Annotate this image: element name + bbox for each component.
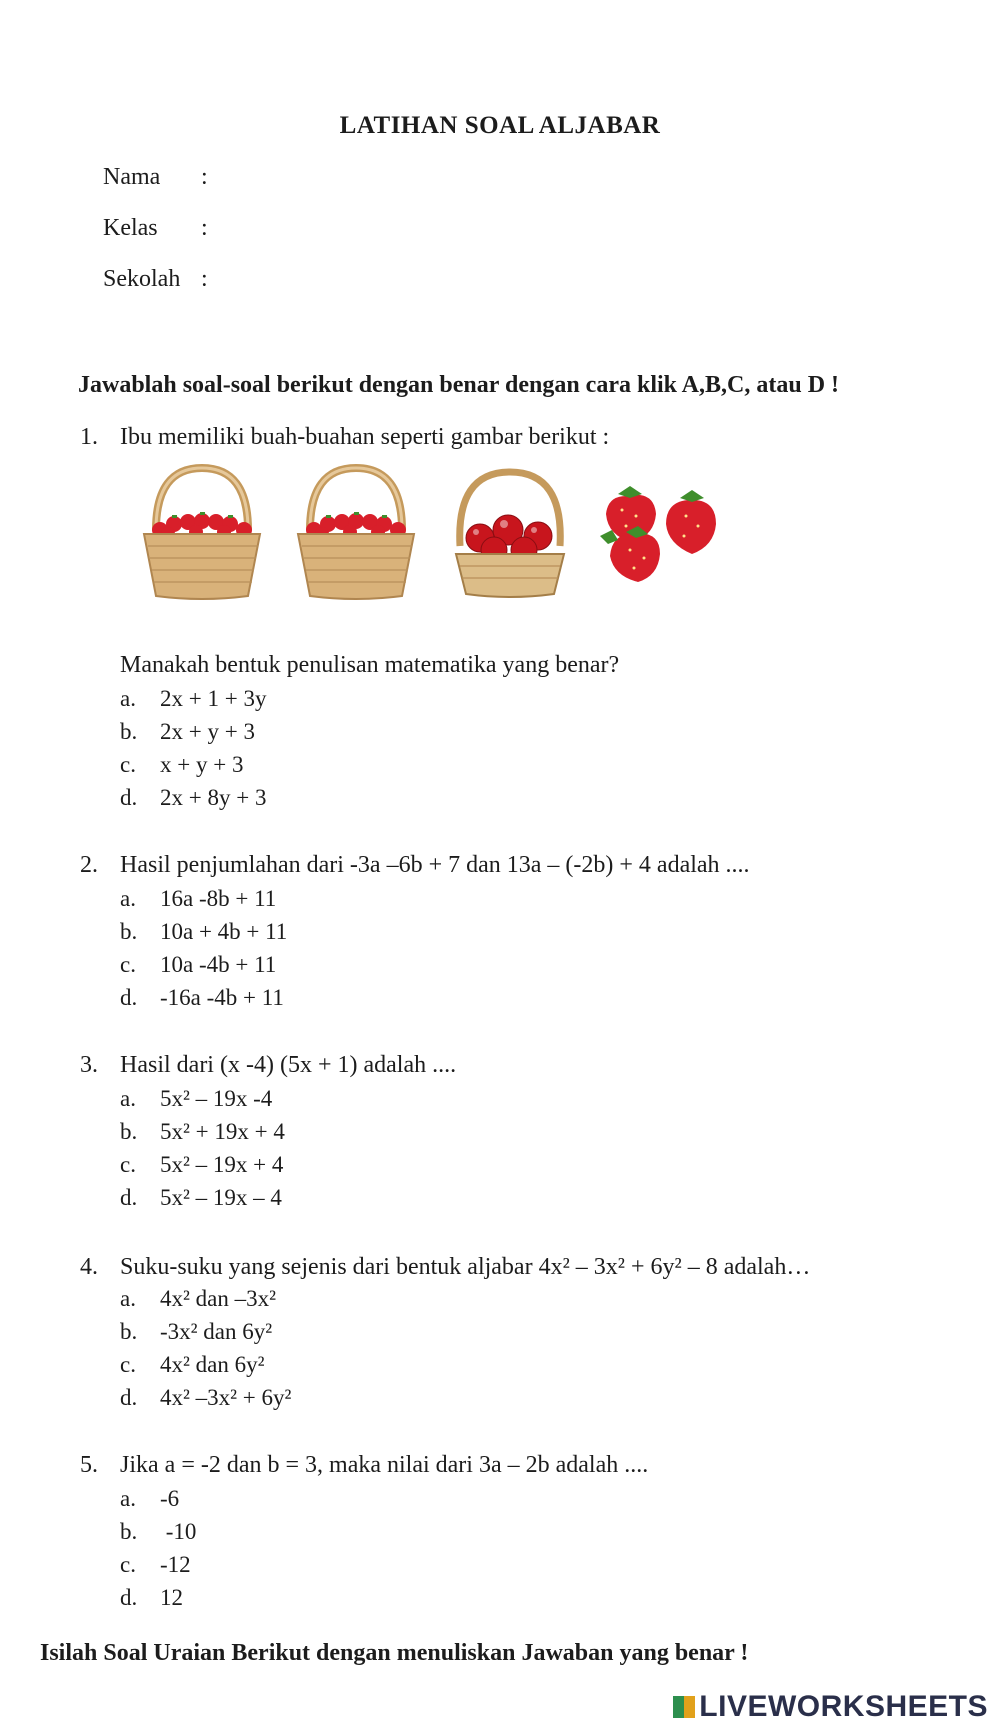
option-text: 2x + y + 3 xyxy=(160,719,255,744)
option-letter: c. xyxy=(120,1552,136,1577)
q4-option-a[interactable] xyxy=(120,1286,276,1312)
option-text: 5x² – 19x -4 xyxy=(160,1086,273,1111)
q5-option-d[interactable] xyxy=(120,1585,183,1611)
question-number: 2. xyxy=(80,852,98,878)
option-letter: c. xyxy=(120,1352,136,1377)
option-letter: d. xyxy=(120,1385,138,1410)
apple-basket-image xyxy=(446,466,574,600)
q2-option-b[interactable] xyxy=(120,919,287,945)
brand-name: LIVEWORKSHEETS xyxy=(699,1690,988,1723)
question-text: Suku-suku yang sejenis dari bentuk aljabar 4x² – 3x² + 6y² – 8 adalah… xyxy=(120,1254,811,1280)
q5-option-a[interactable] xyxy=(120,1486,179,1512)
option-letter: b. xyxy=(120,1319,138,1344)
class-label: Kelas xyxy=(103,215,158,241)
option-letter: b. xyxy=(120,1519,138,1544)
q4-option-d[interactable] xyxy=(120,1385,291,1411)
q4-option-b[interactable] xyxy=(120,1319,272,1345)
option-text: 2x + 1 + 3y xyxy=(160,686,267,711)
liveworksheets-logo xyxy=(673,1690,988,1724)
option-letter: a. xyxy=(120,1486,136,1511)
question-number: 5. xyxy=(80,1452,98,1478)
option-text: 4x² dan –3x² xyxy=(160,1286,276,1311)
school-label: Sekolah xyxy=(103,266,181,292)
question-text: Hasil dari (x -4) (5x + 1) adalah .... xyxy=(120,1052,457,1078)
option-text: 5x² + 19x + 4 xyxy=(160,1119,285,1144)
name-label: Nama xyxy=(103,164,161,190)
option-letter: b. xyxy=(120,1119,138,1144)
strawberry-basket-image-2 xyxy=(292,462,420,600)
option-text: x + y + 3 xyxy=(160,752,244,777)
question-number: 3. xyxy=(80,1052,98,1078)
option-letter: d. xyxy=(120,1185,138,1210)
option-text: 12 xyxy=(160,1585,183,1610)
option-letter: b. xyxy=(120,719,138,744)
question-5 xyxy=(80,1452,648,1479)
option-text: 4x² –3x² + 6y² xyxy=(160,1385,292,1410)
option-text: 4x² dan 6y² xyxy=(160,1352,265,1377)
option-text: 16a -8b + 11 xyxy=(160,886,277,911)
question-text: Ibu memiliki buah-buahan seperti gambar berikut : xyxy=(120,424,610,450)
q3-option-d[interactable] xyxy=(120,1185,282,1211)
option-text: 10a -4b + 11 xyxy=(160,952,277,977)
mc-instruction: Jawablah soal-soal berikut dengan benar dengan cara klik A,B,C, atau D ! xyxy=(78,372,840,398)
option-letter: a. xyxy=(120,886,136,911)
option-text: 2x + 8y + 3 xyxy=(160,785,267,810)
essay-instruction: Isilah Soal Uraian Berikut dengan menuliskan Jawaban yang benar ! xyxy=(40,1640,749,1666)
option-text: -3x² dan 6y² xyxy=(160,1319,273,1344)
option-letter: c. xyxy=(120,1152,136,1177)
option-text: -16a -4b + 11 xyxy=(160,985,284,1010)
question-1 xyxy=(80,424,609,451)
q3-option-a[interactable] xyxy=(120,1086,272,1112)
option-letter: d. xyxy=(120,985,138,1010)
logo-icon xyxy=(673,1696,695,1718)
q5-option-c[interactable] xyxy=(120,1552,191,1578)
option-text: -10 xyxy=(160,1519,197,1544)
q1-option-d[interactable] xyxy=(120,785,266,811)
question-4 xyxy=(80,1254,810,1281)
school-colon: : xyxy=(201,266,208,292)
q1-option-a[interactable] xyxy=(120,686,266,712)
name-colon: : xyxy=(201,164,208,190)
strawberries-image xyxy=(596,484,720,584)
page-title: LATIHAN SOAL ALJABAR xyxy=(339,112,661,139)
q3-option-b[interactable] xyxy=(120,1119,285,1145)
option-text: -12 xyxy=(160,1552,191,1577)
question-2 xyxy=(80,852,750,879)
q2-option-d[interactable] xyxy=(120,985,284,1011)
name-field xyxy=(103,164,208,191)
option-letter: d. xyxy=(120,785,138,810)
class-colon: : xyxy=(201,215,208,241)
school-field xyxy=(103,266,208,293)
q4-option-c[interactable] xyxy=(120,1352,265,1378)
question-1-subtext: Manakah bentuk penulisan matematika yang benar? xyxy=(120,652,620,678)
q2-option-c[interactable] xyxy=(120,952,276,978)
option-letter: a. xyxy=(120,1086,136,1111)
option-text: 5x² – 19x – 4 xyxy=(160,1185,282,1210)
q1-option-b[interactable] xyxy=(120,719,255,745)
question-number: 1. xyxy=(80,424,98,450)
option-letter: b. xyxy=(120,919,138,944)
option-letter: a. xyxy=(120,1286,136,1311)
q1-option-c[interactable] xyxy=(120,752,243,778)
option-text: 5x² – 19x + 4 xyxy=(160,1152,284,1177)
option-text: -6 xyxy=(160,1486,180,1511)
option-letter: c. xyxy=(120,952,136,977)
question-text: Jika a = -2 dan b = 3, maka nilai dari 3a – 2b adalah .... xyxy=(120,1452,649,1478)
option-letter: a. xyxy=(120,686,136,711)
question-number: 4. xyxy=(80,1254,98,1280)
strawberry-basket-image-1 xyxy=(138,462,266,600)
q5-option-b[interactable] xyxy=(120,1519,196,1545)
q2-option-a[interactable] xyxy=(120,886,276,912)
option-letter: d. xyxy=(120,1585,138,1610)
option-letter: c. xyxy=(120,752,136,777)
question-text: Hasil penjumlahan dari -3a –6b + 7 dan 13a – (-2b) + 4 adalah .... xyxy=(120,852,750,878)
class-field xyxy=(103,215,208,242)
question-3 xyxy=(80,1052,456,1079)
q3-option-c[interactable] xyxy=(120,1152,283,1178)
option-text: 10a + 4b + 11 xyxy=(160,919,288,944)
